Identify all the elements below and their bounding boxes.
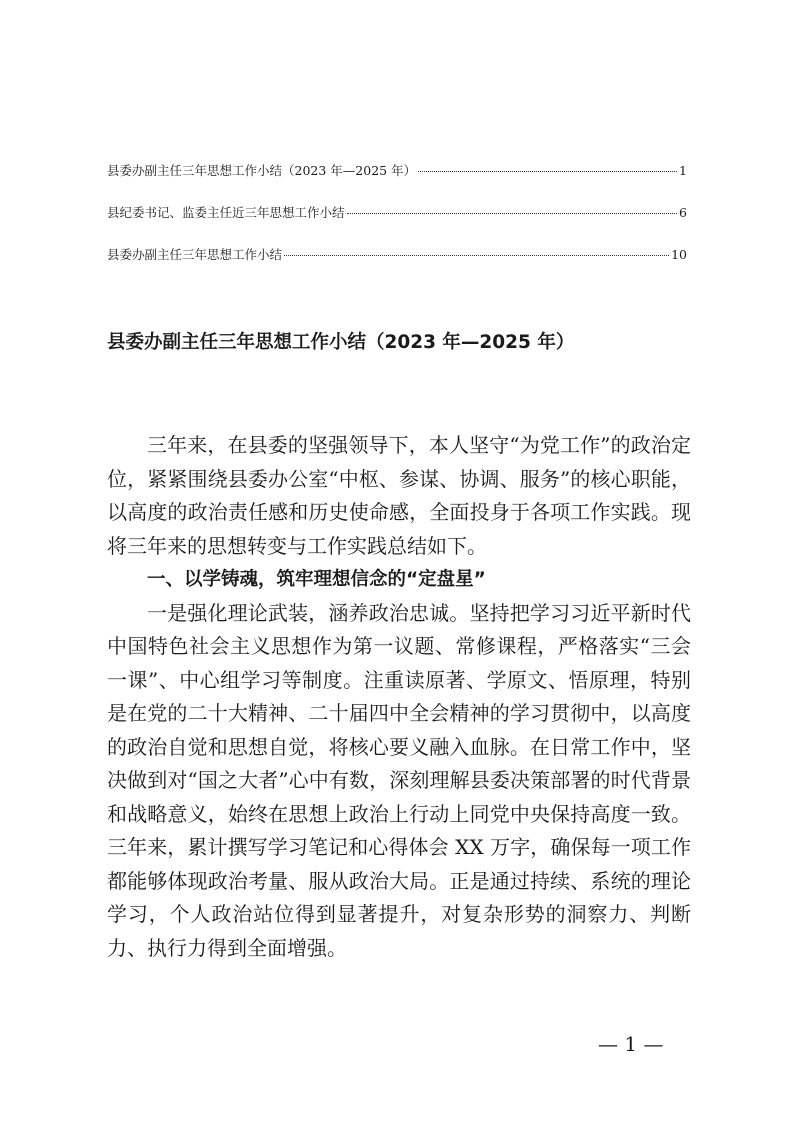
toc-dot-leader xyxy=(284,255,669,256)
toc-entry-page: 10 xyxy=(671,247,687,262)
section-paragraph: 一是强化理论武装，涵养政治忠诚。坚持把学习习近平新时代中国特色社会主义思想作为第一议题、常修课程，严格落实“三会一课”、中心组学习等制度。注重读原著、学原文、悟原理，特别是在党的二十大精神、二十届四中全会精神的学习贯彻中，以高度的政治自觉和思想自觉，将核心要义融入血脉。在日常工作中，坚决做到对“国之大者”心中有数，深刻理解县委决策部署的时代背景和战略意义，始终在思想上政治上行动上同党中央保持高度一致。三年来，累计撰写学习笔记和心得体会 XX 万字，确保每一项工作都能够体现政治考量、服从政治大局。正是通过持续、系统的理论学习，个人政治站位得到显著提升，对复杂形势的洞察力、判断力、执行力得到全面增强。 xyxy=(107,600,691,960)
toc-entry[interactable] xyxy=(107,205,687,221)
toc-entry[interactable] xyxy=(107,163,687,179)
page-number: — 1 — xyxy=(598,1032,664,1056)
toc-entry-title: 县委办副主任三年思想工作小结 xyxy=(107,247,283,262)
intro-paragraph: 三年来，在县委的坚强领导下，本人坚守“为党工作”的政治定位，紧紧围绕县委办公室“中枢、参谋、协调、服务”的核心职能，以高度的政治责任感和历史使命感，全面投身于各项工作实践。现将三年来的思想转变与工作实践总结如下。 xyxy=(107,433,691,558)
toc-dot-leader xyxy=(347,213,678,214)
document-title: 县委办副主任三年思想工作小结（2023 年—2025 年） xyxy=(107,332,575,353)
toc-entry-title: 县纪委书记、监委主任近三年思想工作小结 xyxy=(107,205,345,220)
toc-entry[interactable] xyxy=(107,247,687,263)
section-heading: 一、以学铸魂，筑牢理想信念的“定盘星” xyxy=(147,569,486,590)
toc-dot-leader xyxy=(418,171,677,172)
table-of-contents xyxy=(107,163,687,289)
toc-entry-title: 县委办副主任三年思想工作小结（2023 年—2025 年） xyxy=(107,163,417,178)
document-body xyxy=(107,429,691,965)
toc-entry-page: 6 xyxy=(679,205,687,220)
toc-entry-page: 1 xyxy=(679,163,687,178)
